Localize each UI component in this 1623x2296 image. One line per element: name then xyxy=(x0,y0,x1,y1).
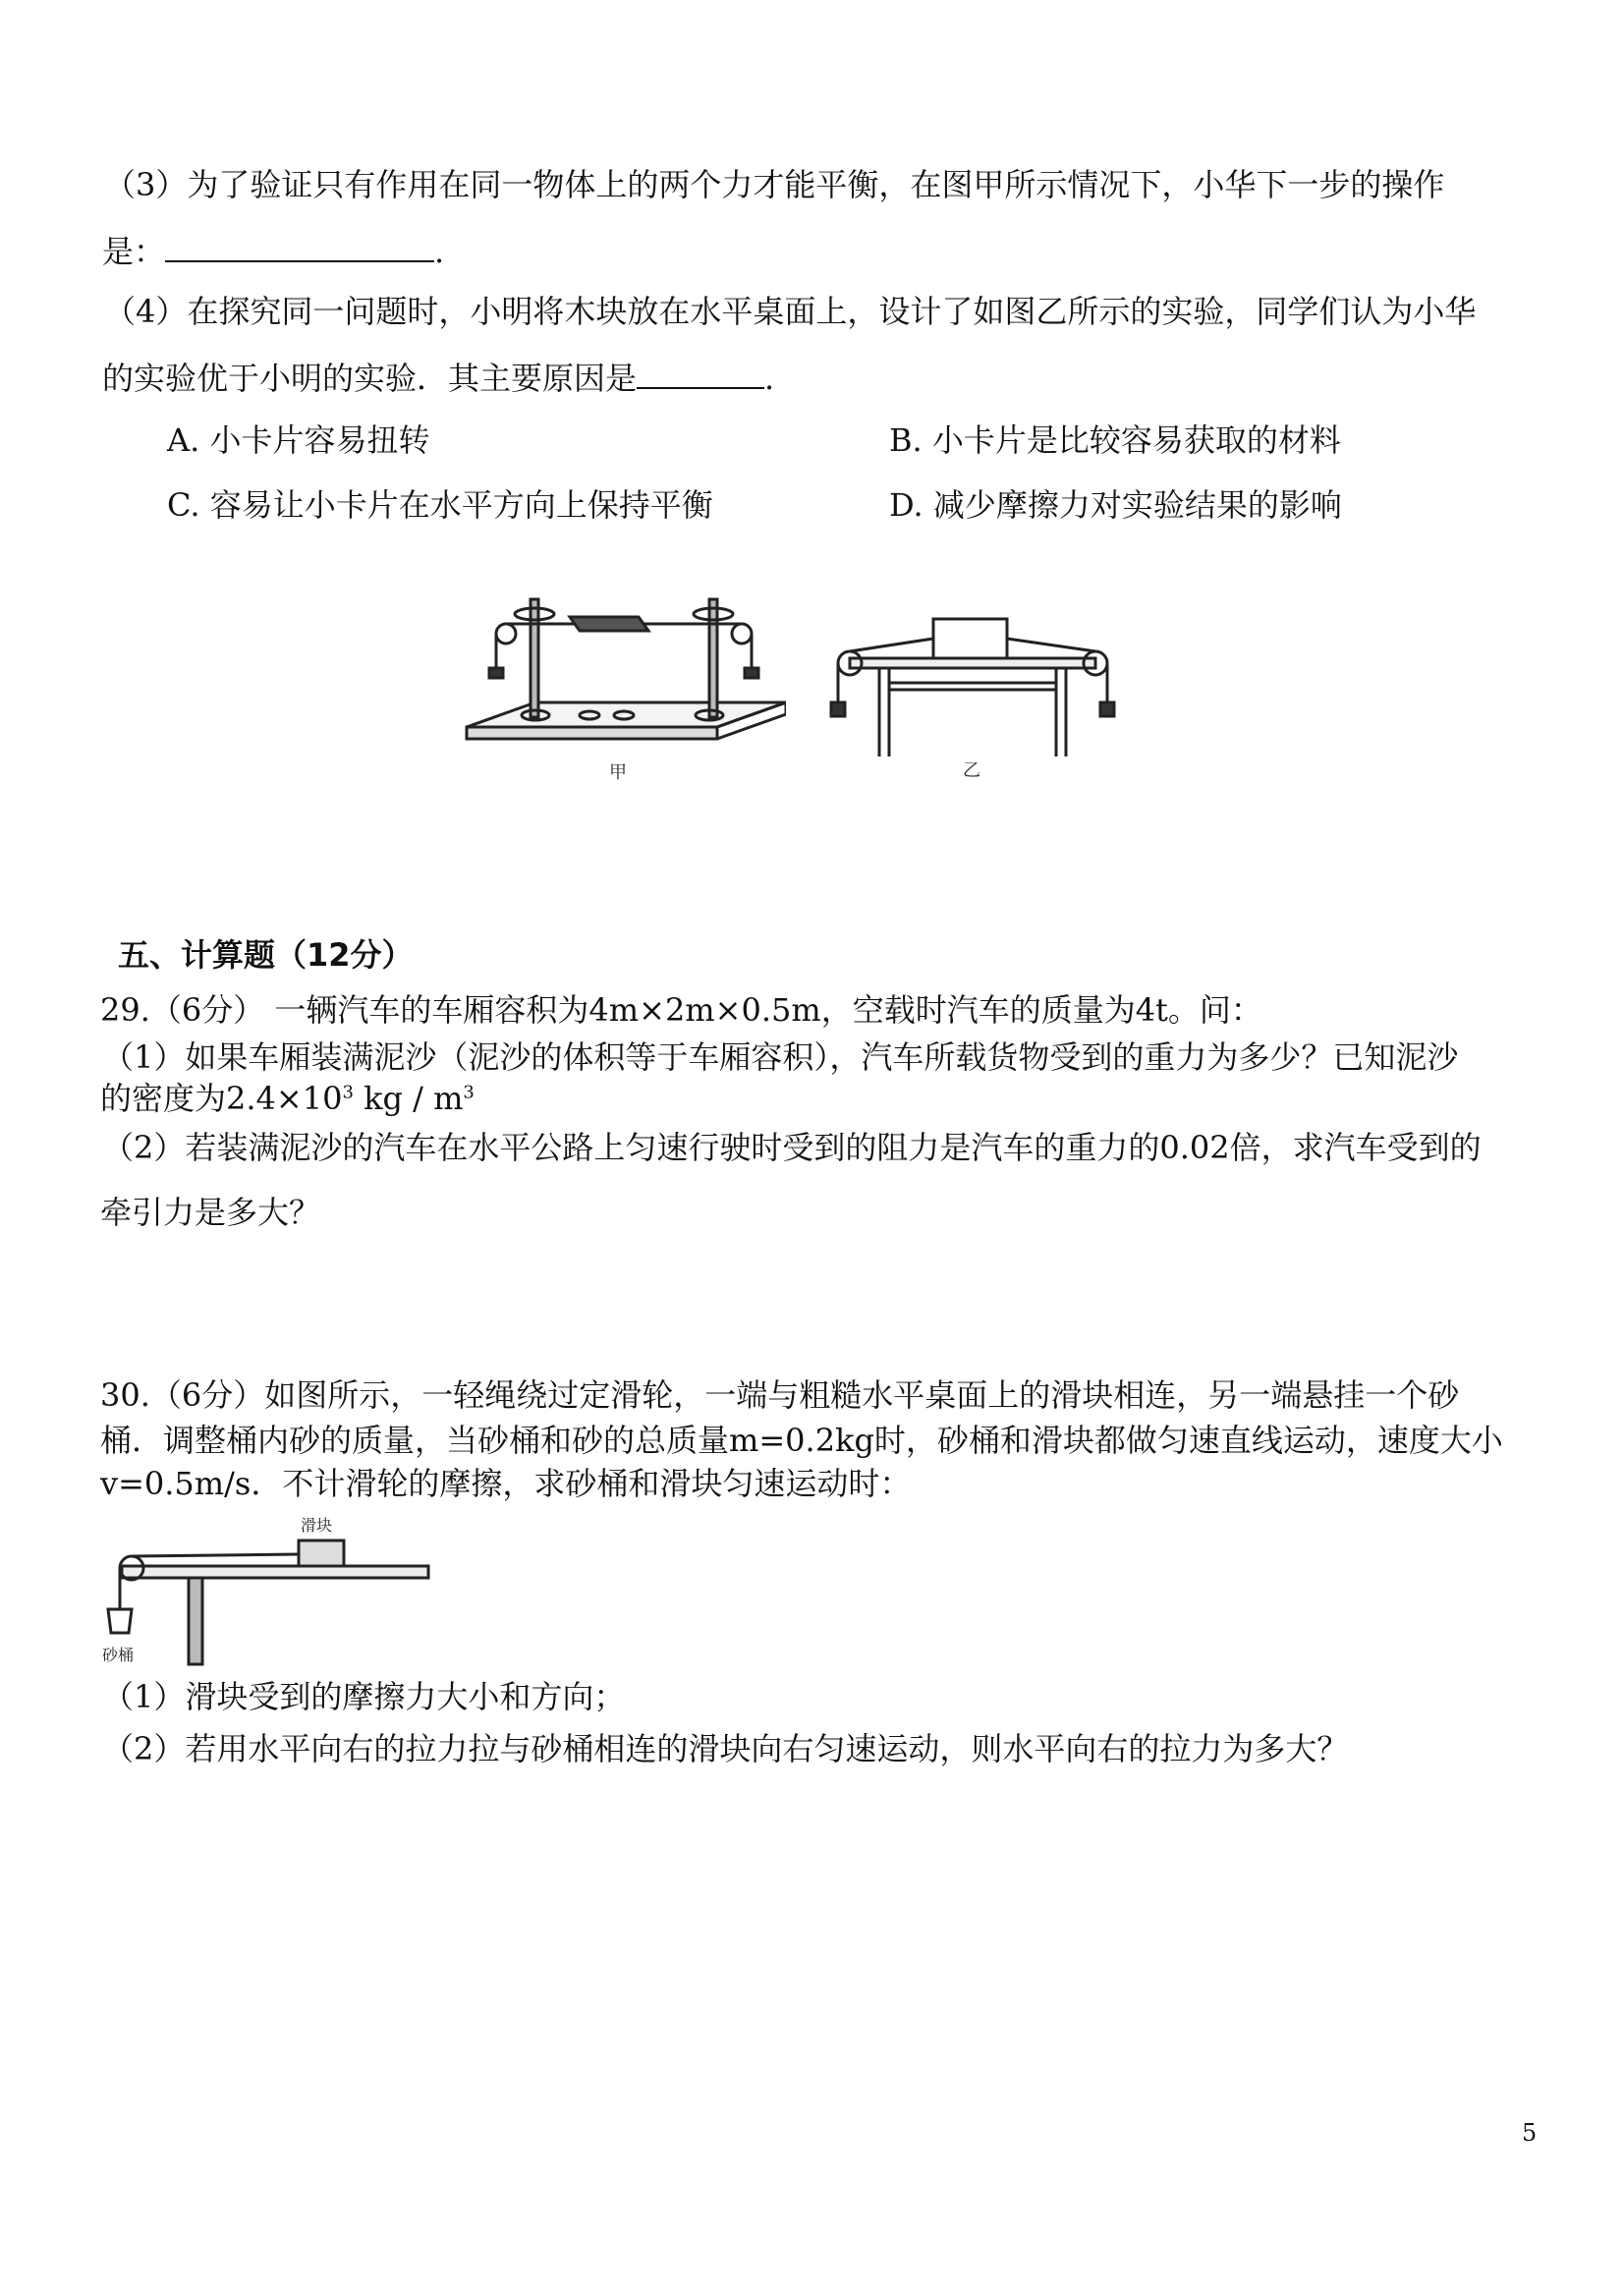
q30-line2: 桶．调整桶内砂的质量，当砂桶和砂的总质量m=0.2kg时，砂桶和滑块都做匀速直线运动，速度大小 xyxy=(100,1422,1503,1459)
q28-part3-line2 xyxy=(102,232,444,271)
q28-part4-prefix: 的实验优于小明的实验．其主要原因是 xyxy=(102,360,638,397)
q30-sub1: （1）滑块受到的摩擦力大小和方向； xyxy=(102,1678,626,1715)
figure-jia xyxy=(452,589,786,786)
bucket-label: 砂桶 xyxy=(102,1646,135,1664)
option-a: A. 小卡片容易扭转 xyxy=(167,421,430,459)
q29-line1: 29.（6分） 一辆汽车的车厢容积为4m×2m×0.5m，空载时汽车的质量为4t。问： xyxy=(100,991,1262,1029)
q28-part4-line1: （4）在探究同一问题时，小明将木块放在水平桌面上，设计了如图乙所示的实验，同学们认为小华 xyxy=(104,293,1477,330)
q29-unit-exponent: 3 xyxy=(463,1082,475,1103)
answer-blank-q28-3 xyxy=(165,233,434,262)
q29-density-value: 的密度为2.4×10 xyxy=(100,1080,343,1117)
q30-line1: 30.（6分）如图所示，一轻绳绕过定滑轮，一端与粗糙水平桌面上的滑块相连，另一端悬挂一个砂 xyxy=(100,1376,1460,1414)
option-b: B. 小卡片是比较容易获取的材料 xyxy=(889,421,1341,459)
answer-blank-q28-4 xyxy=(637,360,764,389)
figure-jia-label: 甲 xyxy=(609,762,627,783)
q30-line3: v=0.5m/s．不计滑轮的摩擦，求砂桶和滑块匀速运动时： xyxy=(100,1465,912,1502)
q28-part3-line1: （3）为了验证只有作用在同一物体上的两个力才能平衡，在图甲所示情况下，小华下一步的操作 xyxy=(104,166,1445,203)
q29-density-exponent: 3 xyxy=(342,1082,354,1103)
figure-yi-label: 乙 xyxy=(963,760,980,781)
q30-sub2: （2）若用水平向右的拉力拉与砂桶相连的滑块向右匀速运动，则水平向右的拉力为多大？ xyxy=(102,1730,1349,1767)
slider-label: 滑块 xyxy=(301,1516,333,1535)
q28-part3-prefix: 是： xyxy=(102,233,166,270)
q29-line5: 牵引力是多大？ xyxy=(100,1194,321,1231)
q28-part3-suffix: . xyxy=(434,233,445,270)
q29-line2: （1）如果车厢装满泥沙（泥沙的体积等于车厢容积），汽车所载货物受到的重力为多少？已知泥沙 xyxy=(102,1038,1459,1076)
page-number: 5 xyxy=(1522,2119,1538,2147)
figure-slider-pulley xyxy=(102,1511,430,1668)
q29-line3 xyxy=(100,1079,475,1118)
q29-density-unit: kg / m xyxy=(353,1080,464,1117)
q28-part4-line2 xyxy=(102,359,774,398)
figure-yi xyxy=(820,599,1125,786)
option-d: D. 减少摩擦力对实验结果的影响 xyxy=(889,486,1342,524)
section-title: 五、计算题（12分） xyxy=(118,936,414,974)
option-c: C. 容易让小卡片在水平方向上保持平衡 xyxy=(167,486,713,524)
q29-line4: （2）若装满泥沙的汽车在水平公路上匀速行驶时受到的阻力是汽车的重力的0.02倍，求汽车受到的 xyxy=(102,1129,1482,1166)
q28-part4-suffix: . xyxy=(764,360,775,397)
